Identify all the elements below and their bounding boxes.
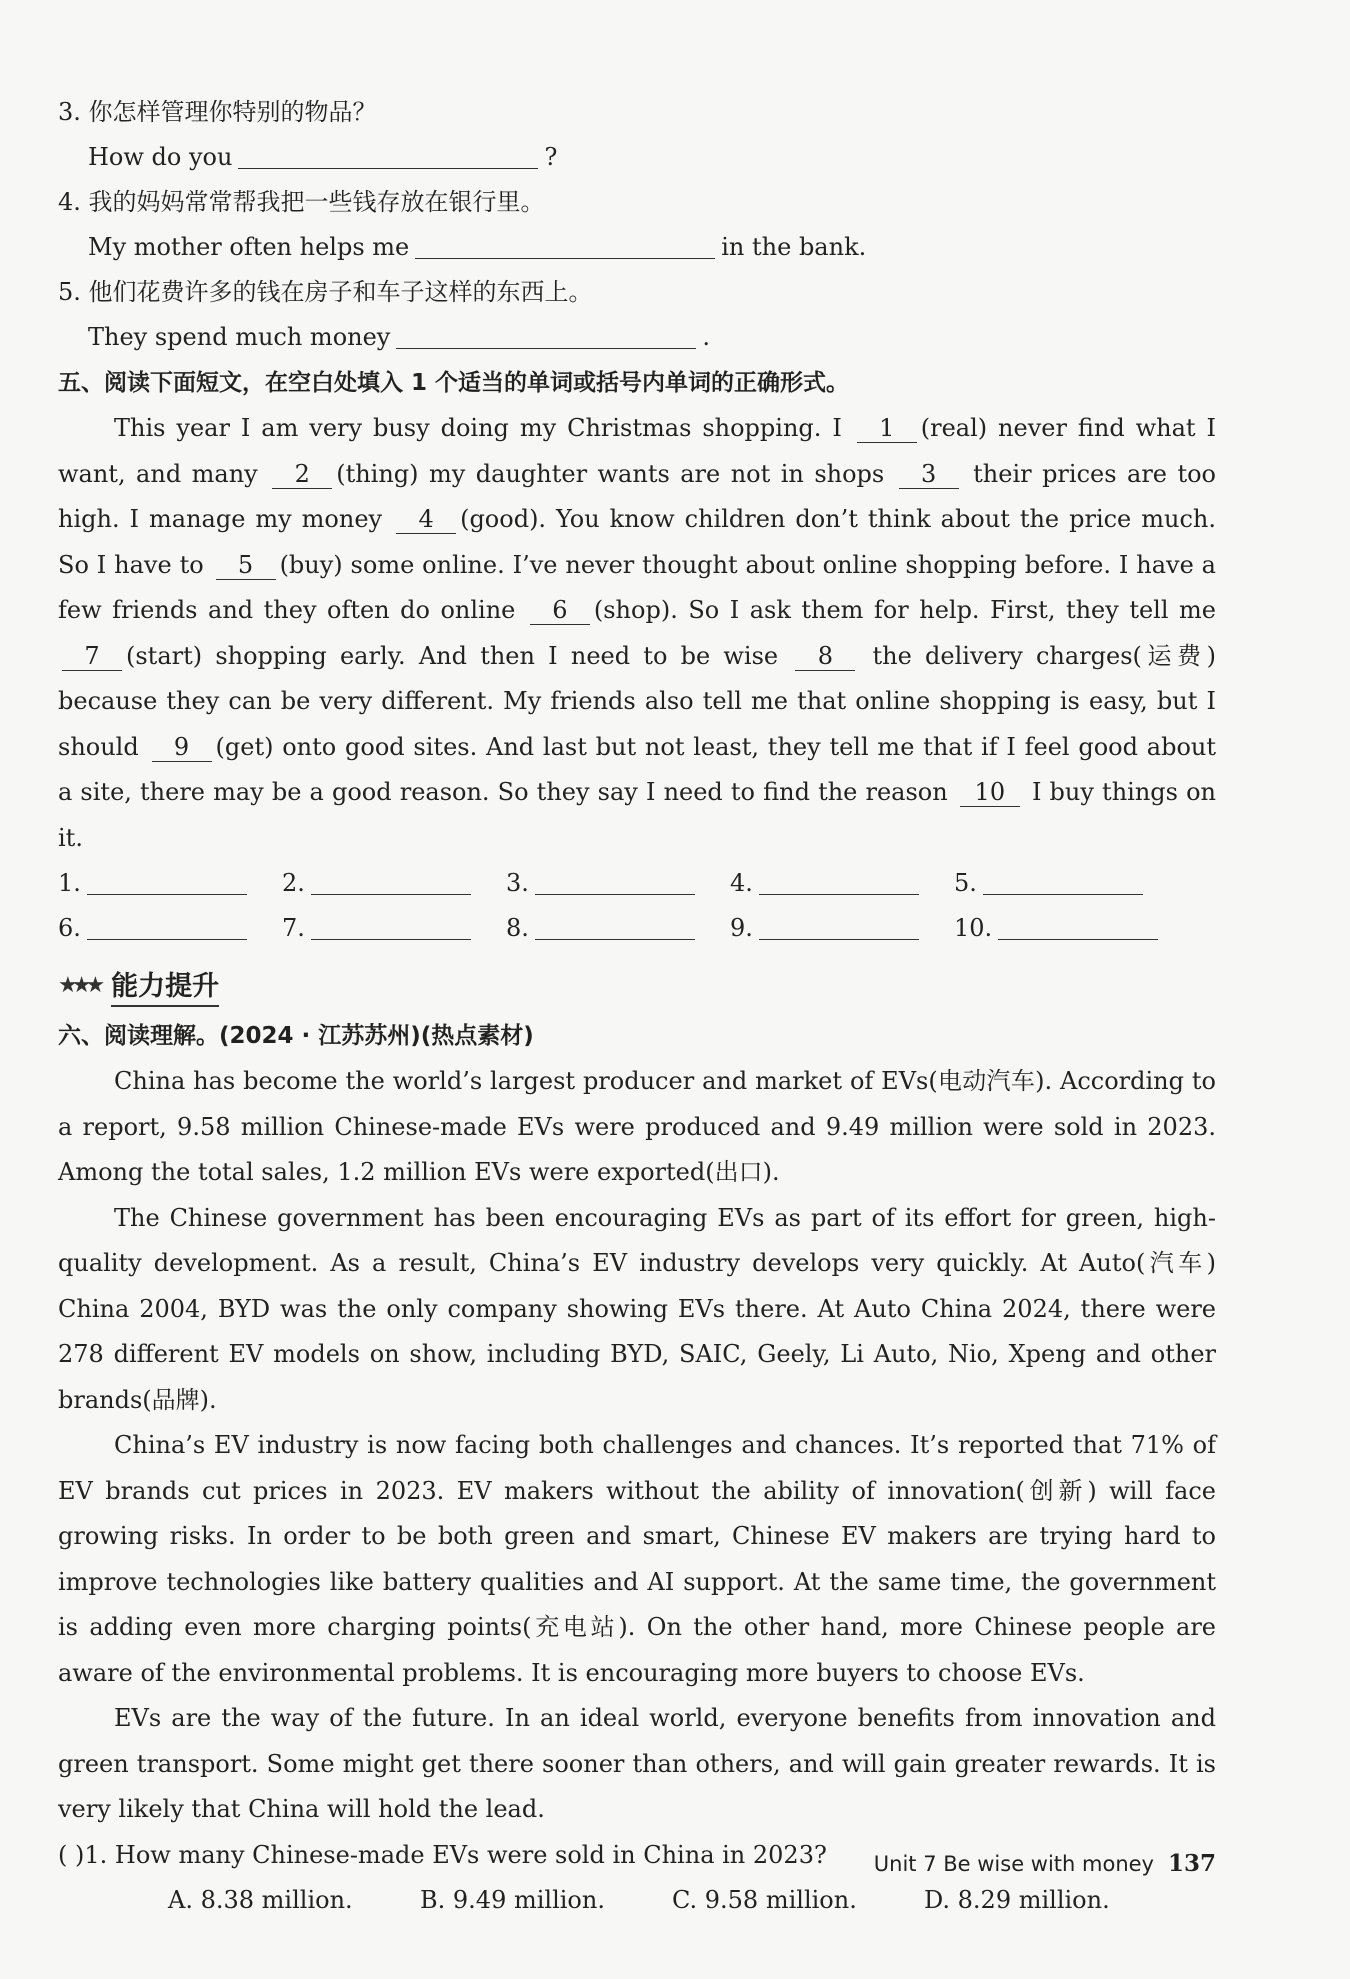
answer-blank[interactable] [983,868,1143,895]
option-c[interactable]: C. 9.58 million. [672,1885,857,1914]
cloze-text: the delivery charges(运费) because they can be very different. My friends also tell me that online shopping is easy, but I should [58,641,1216,761]
stars-icon: ★★★ [58,972,100,998]
answer-label: 3. [506,869,529,897]
cloze-text: (real) never find what I want, and many [58,414,1216,488]
cloze-text: their prices are too high. I manage my money [58,459,1217,533]
question-5-answer-blank[interactable] [396,322,696,349]
answer-parenthesis[interactable]: ( ) [58,1840,85,1869]
answer-slot [282,861,506,906]
question-4-suffix: in the bank. [721,233,867,261]
answer-slot [58,906,282,951]
banner-title: 能力提升 [111,964,219,1007]
cloze-text: I buy things on it. [58,778,1216,852]
cloze-text: (get) onto good sites. And last but not least, they tell me that if I feel good about a site, there may be a good reason. So they say I need to find the reason [58,732,1217,806]
option-b[interactable]: B. 9.49 million. [420,1885,605,1914]
question-1-text: 1. How many Chinese-made EVs were sold in China in 2023? [84,1840,827,1869]
question-4-answer-blank[interactable] [415,232,715,259]
question-3-suffix: ? [544,143,558,171]
option-a[interactable]: A. 8.38 million. [168,1885,353,1914]
answer-slot [730,861,954,906]
answer-blank[interactable] [87,913,247,940]
question-5-chinese: 5. 他们花费许多的钱在房子和车子这样的东西上。 [58,278,593,306]
answer-slot [506,861,730,906]
option-d[interactable]: D. 8.29 million. [924,1885,1110,1914]
page-number: 137 [1167,1850,1216,1877]
answer-slot [506,906,730,951]
cloze-blank-1[interactable]: 1 [857,414,917,443]
unit-label: Unit 7 Be wise with money [873,1852,1154,1876]
reading-paragraph-4: EVs are the way of the future. In an ideal world, everyone benefits from innovation and green transport. Some might get there sooner than others, and will gain greater rewards. It is very likely that China will hold the lead. [58,1704,1216,1823]
answer-slot [954,906,1178,951]
cloze-text: (good). You know children don’t think about the price much. So I have to [58,505,1216,579]
answer-label: 5. [954,869,977,897]
ability-banner [58,957,1216,1013]
question-5-suffix: . [702,323,710,351]
answer-blank[interactable] [535,868,695,895]
answer-label: 7. [282,914,305,942]
cloze-blank-3[interactable]: 3 [899,460,959,489]
section-5-title: 五、阅读下面短文，在空白处填入 1 个适当的单词或括号内单词的正确形式。 [58,370,850,396]
question-3-chinese: 3. 你怎样管理你特别的物品？ [58,98,377,126]
question-5-prefix: They spend much money [88,323,391,351]
section-6-title: 六、阅读理解。(2024 · 江苏苏州)(热点素材) [58,1023,534,1049]
cloze-blank-2[interactable]: 2 [272,460,332,489]
answer-blank[interactable] [87,868,247,895]
translation-exercise [58,90,1216,360]
cloze-passage [58,406,1216,861]
question-4-english [58,225,1216,270]
cloze-answer-grid [58,861,1216,951]
cloze-blank-9[interactable]: 9 [152,733,212,762]
cloze-blank-10[interactable]: 10 [960,778,1020,807]
answer-label: 8. [506,914,529,942]
answer-label: 6. [58,914,81,942]
cloze-blank-5[interactable]: 5 [216,551,276,580]
question-4-prefix: My mother often helps me [88,233,410,261]
answer-slot [954,861,1178,906]
answer-label: 4. [730,869,753,897]
question-3-answer-blank[interactable] [238,142,538,169]
reading-paragraph-1: China has become the world’s largest producer and market of EVs(电动汽车). According to a report, 9.58 million Chinese-made EVs were produced and 9.49 million were sold in 2023. Among the total sales, 1.2 million EVs were exported(出口). [58,1067,1216,1186]
question-5-english [58,315,1216,360]
question-3-prefix: How do you [88,143,233,171]
answer-blank[interactable] [998,913,1158,940]
answer-blank[interactable] [311,913,471,940]
question-1-options [58,1878,1216,1923]
cloze-text: (shop). So I ask them for help. First, they tell me [593,596,1216,624]
reading-paragraph-3: China’s EV industry is now facing both challenges and chances. It’s reported that 71% of EV brands cut prices in 2023. EV makers without the ability of innovation(创新) will face growing risks. In order to be both green and smart, Chinese EV makers are trying hard to improve technologies like battery qualities and AI support. At the same time, the government is adding even more charging points(充电站). On the other hand, more Chinese people are aware of the environmental problems. It is encouraging more buyers to choose EVs. [58,1431,1216,1687]
cloze-blank-7[interactable]: 7 [62,642,122,671]
question-3-english [58,135,1216,180]
answer-blank[interactable] [311,868,471,895]
answer-label: 1. [58,869,81,897]
cloze-blank-6[interactable]: 6 [530,596,590,625]
answer-slot [730,906,954,951]
answer-blank[interactable] [535,913,695,940]
answer-slot [58,861,282,906]
cloze-blank-8[interactable]: 8 [795,642,855,671]
answer-slot [282,906,506,951]
cloze-text: (start) shopping early. And then I need to be wise [126,641,792,670]
question-4-chinese: 4. 我的妈妈常常帮我把一些钱存放在银行里。 [58,188,545,216]
cloze-blank-4[interactable]: 4 [396,505,456,534]
answer-label: 10. [954,914,993,942]
answer-blank[interactable] [759,913,919,940]
cloze-text: (buy) some online. I’ve never thought about online shopping before. I have a few friends and they often do online [58,550,1216,624]
answer-blank[interactable] [759,868,919,895]
answer-label: 2. [282,869,305,897]
cloze-text: (thing) my daughter wants are not in shops [336,459,895,488]
answer-label: 9. [730,914,753,942]
page-content [58,90,1216,1923]
page-footer [874,1850,1216,1877]
reading-paragraph-2: The Chinese government has been encouraging EVs as part of its effort for green, high-quality development. As a result, China’s EV industry develops very quickly. At Auto(汽车) China 2004, BYD was the only company showing EVs there. At Auto China 2024, there were 278 different EV models on show, including BYD, SAIC, Geely, Li Auto, Nio, Xpeng and other brands(品牌). [58,1203,1216,1414]
cloze-text: This year I am very busy doing my Christmas shopping. I [114,414,853,442]
